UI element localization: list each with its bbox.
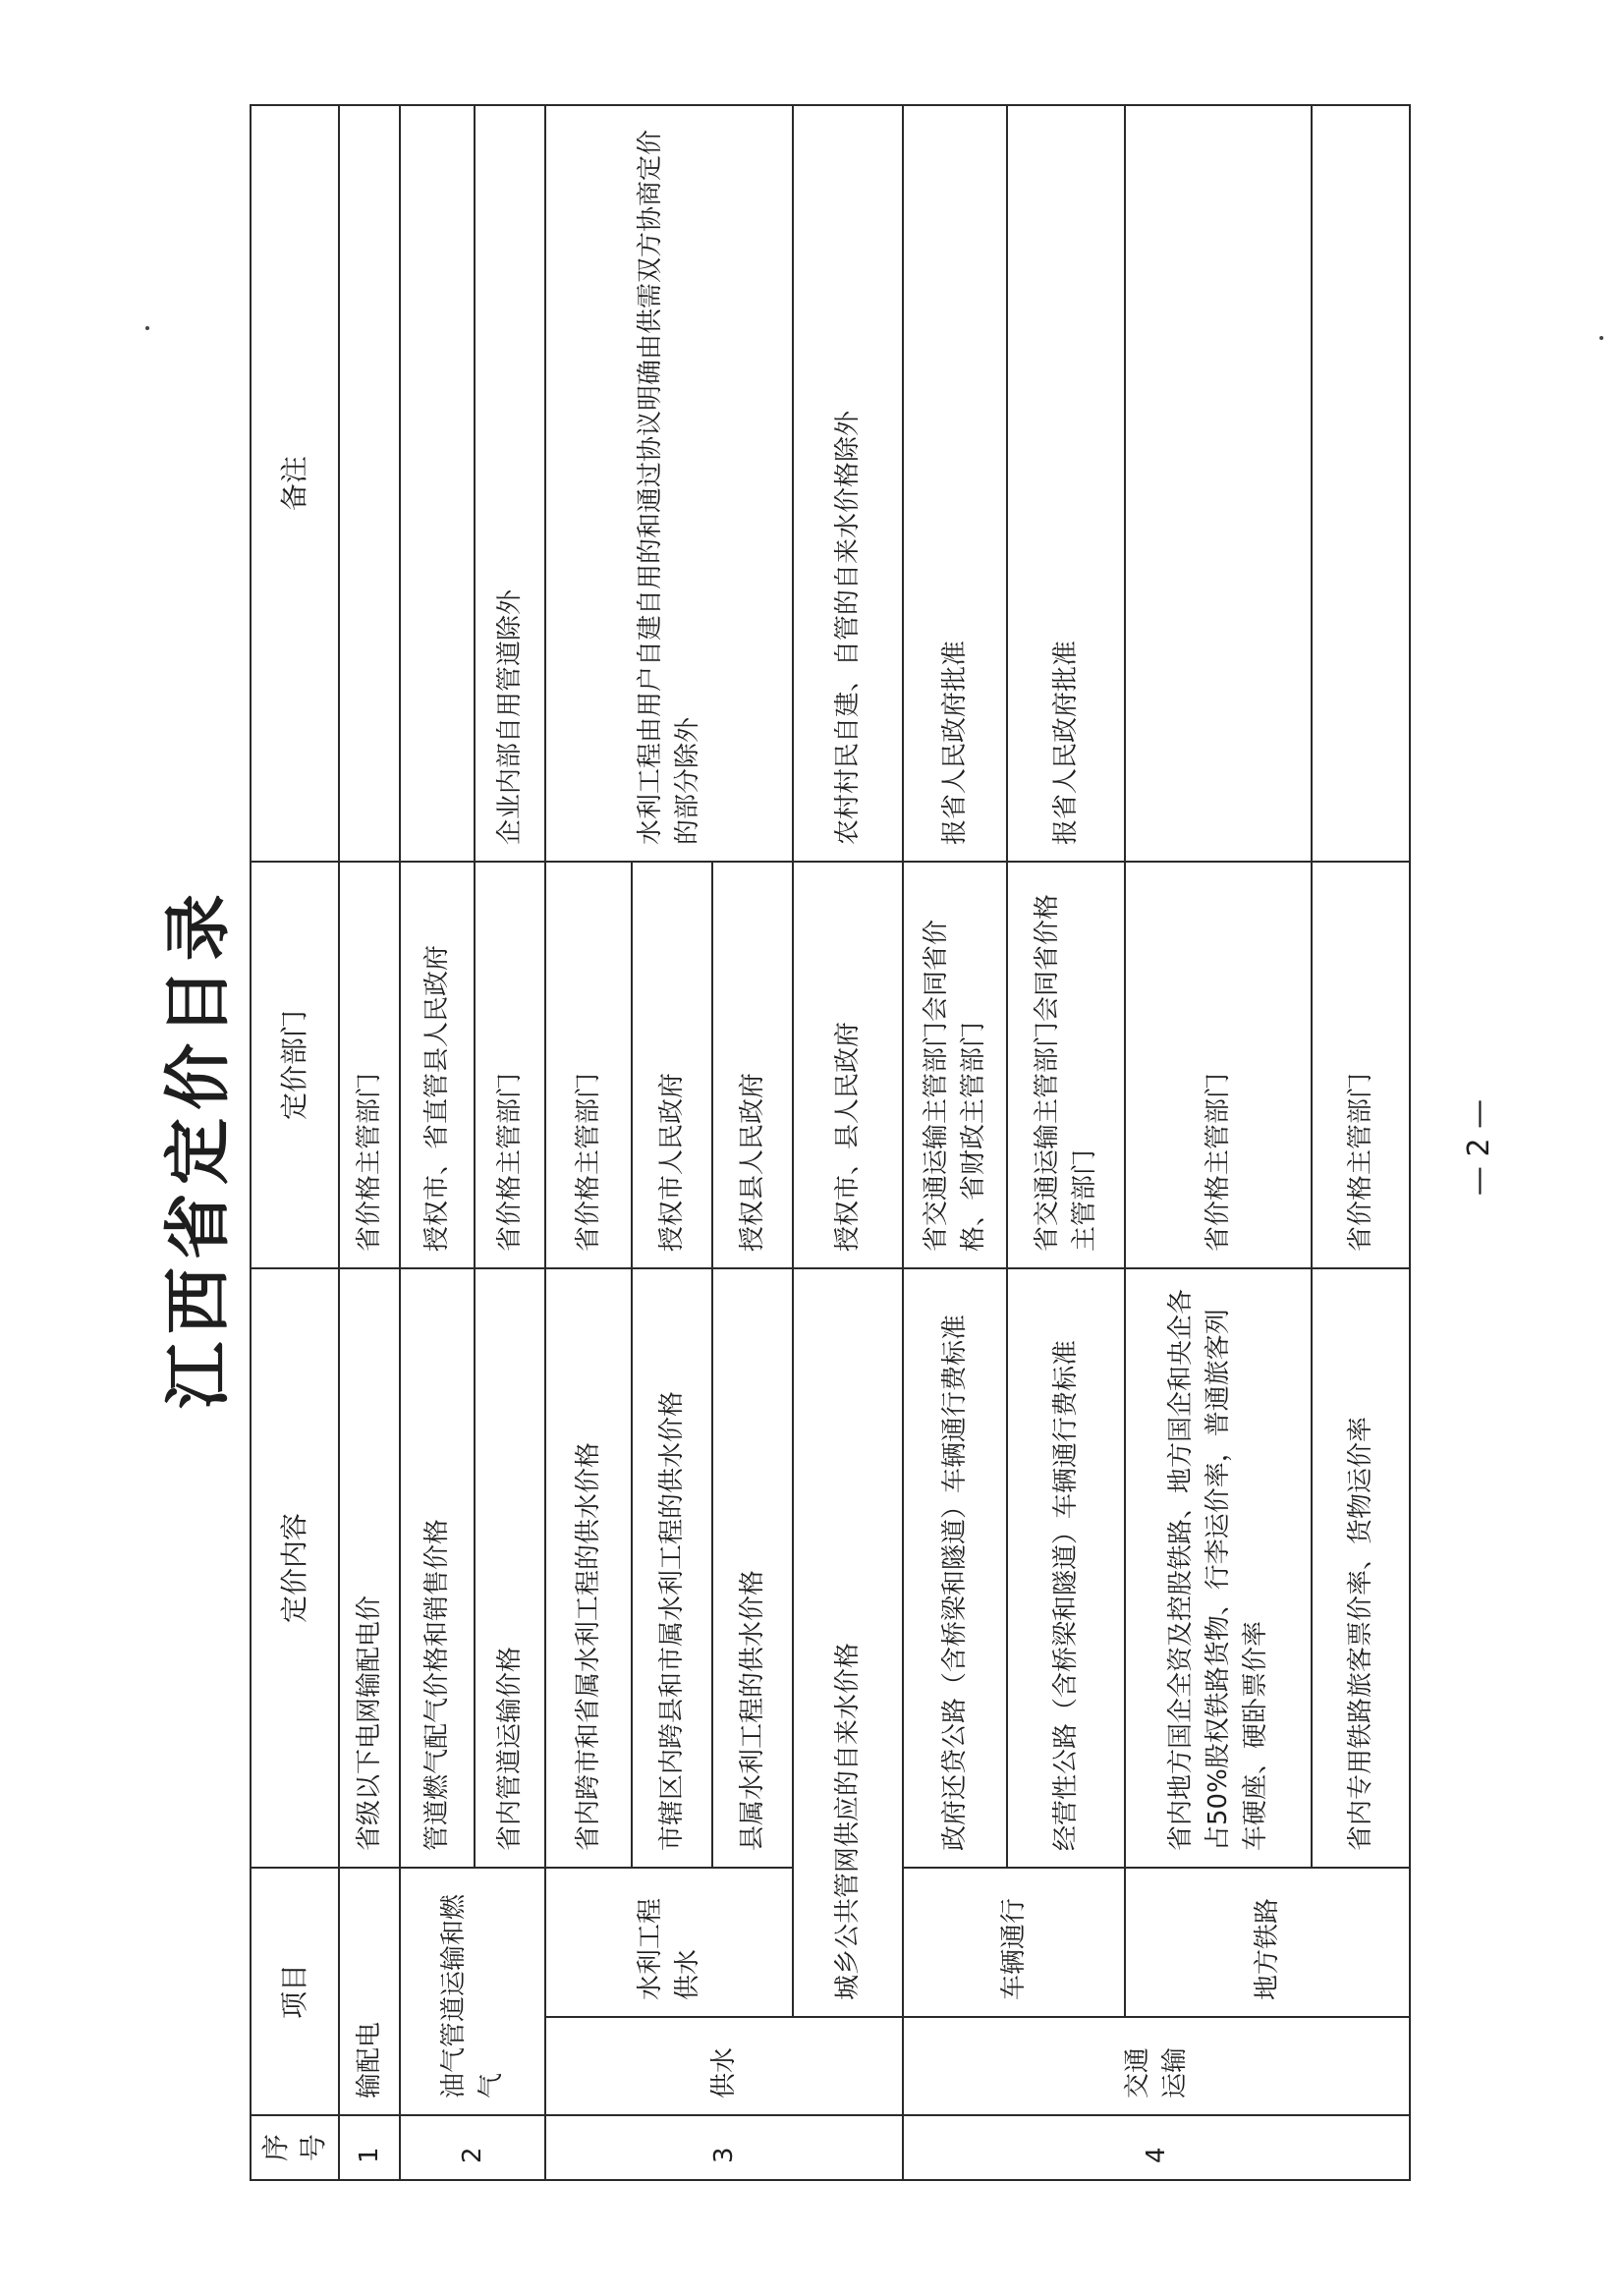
row-item: 输配电 [339, 1868, 400, 2115]
header-item: 项目 [251, 1868, 339, 2115]
header-no: 序号 [251, 2115, 339, 2180]
scan-speck [145, 326, 149, 330]
row-content: 城乡公共管网供应的自来水价格 [793, 1268, 903, 2017]
table-row [339, 105, 400, 2180]
row-no: 3 [545, 2115, 903, 2180]
header-content: 定价内容 [251, 1268, 339, 1868]
table-row [400, 105, 475, 2180]
row-subitem: 水利工程供水 [545, 1868, 793, 2017]
table-row [1125, 105, 1312, 2180]
row-remarks: 农村村民自建、自管的自来水价格除外 [793, 105, 903, 862]
row-no: 4 [903, 2115, 1410, 2180]
row-content: 省内地方国企全资及控股铁路、地方国企和央企各占50%股权铁路货物、行李运价率，普通旅客列车硬座、硬卧票价率 [1125, 1268, 1312, 1868]
row-department: 授权市、县人民政府 [793, 862, 903, 1268]
row-item: 油气管道运输和燃气 [400, 1868, 545, 2115]
row-department: 省价格主管部门 [1125, 862, 1312, 1268]
row-remarks: 企业内部自用管道除外 [475, 105, 545, 862]
row-content: 省内管道运输价格 [475, 1268, 545, 1868]
table-row [903, 105, 1007, 2180]
row-subitem: 地方铁路 [1125, 1868, 1410, 2017]
row-department: 省价格主管部门 [475, 862, 545, 1268]
row-remarks [400, 105, 475, 862]
table-row [545, 105, 632, 2180]
row-department: 省交通运输主管部门会同省价格、省财政主管部门 [903, 862, 1007, 1268]
row-content: 市辖区内跨县和市属水利工程的供水价格 [632, 1268, 712, 1868]
row-content: 县属水利工程的供水价格 [712, 1268, 793, 1868]
row-no: 1 [339, 2115, 400, 2180]
row-content: 省内跨市和省属水利工程的供水价格 [545, 1268, 632, 1868]
table-header-row [251, 105, 339, 2180]
row-department: 授权市人民政府 [632, 862, 712, 1268]
row-subitem: 车辆通行 [903, 1868, 1125, 2017]
row-item: 供水 [545, 2017, 903, 2115]
row-content: 省级以下电网输配电价 [339, 1268, 400, 1868]
page-title: 江西省定价目录 [159, 886, 238, 1410]
row-remarks: 水利工程由用户自建自用的和通过协议明确由供需双方协商定价的部分除外 [545, 105, 793, 862]
row-remarks [1125, 105, 1312, 862]
row-remarks [1312, 105, 1410, 862]
page-number: — 2 — [1462, 1098, 1496, 1197]
scan-speck [1599, 336, 1603, 340]
row-department: 省交通运输主管部门会同省价格主管部门 [1007, 862, 1125, 1268]
row-remarks: 报省人民政府批准 [1007, 105, 1125, 862]
row-department: 省价格主管部门 [339, 862, 400, 1268]
row-content: 经营性公路（含桥梁和隧道）车辆通行费标准 [1007, 1268, 1125, 1868]
row-remarks: 报省人民政府批准 [903, 105, 1007, 862]
row-department: 省价格主管部门 [545, 862, 632, 1268]
header-department: 定价部门 [251, 862, 339, 1268]
pricing-catalog-table [250, 104, 1411, 2181]
row-department: 省价格主管部门 [1312, 862, 1410, 1268]
table-row [793, 105, 903, 2180]
row-no: 2 [400, 2115, 545, 2180]
row-content: 省内专用铁路旅客票价率、货物运价率 [1312, 1268, 1410, 1868]
row-department: 授权市、省直管县人民政府 [400, 862, 475, 1268]
row-content: 政府还贷公路（含桥梁和隧道）车辆通行费标准 [903, 1268, 1007, 1868]
row-content: 管道燃气配气价格和销售价格 [400, 1268, 475, 1868]
row-remarks [339, 105, 400, 862]
row-item: 交通运输 [903, 2017, 1410, 2115]
header-remarks: 备注 [251, 105, 339, 862]
row-department: 授权县人民政府 [712, 862, 793, 1268]
